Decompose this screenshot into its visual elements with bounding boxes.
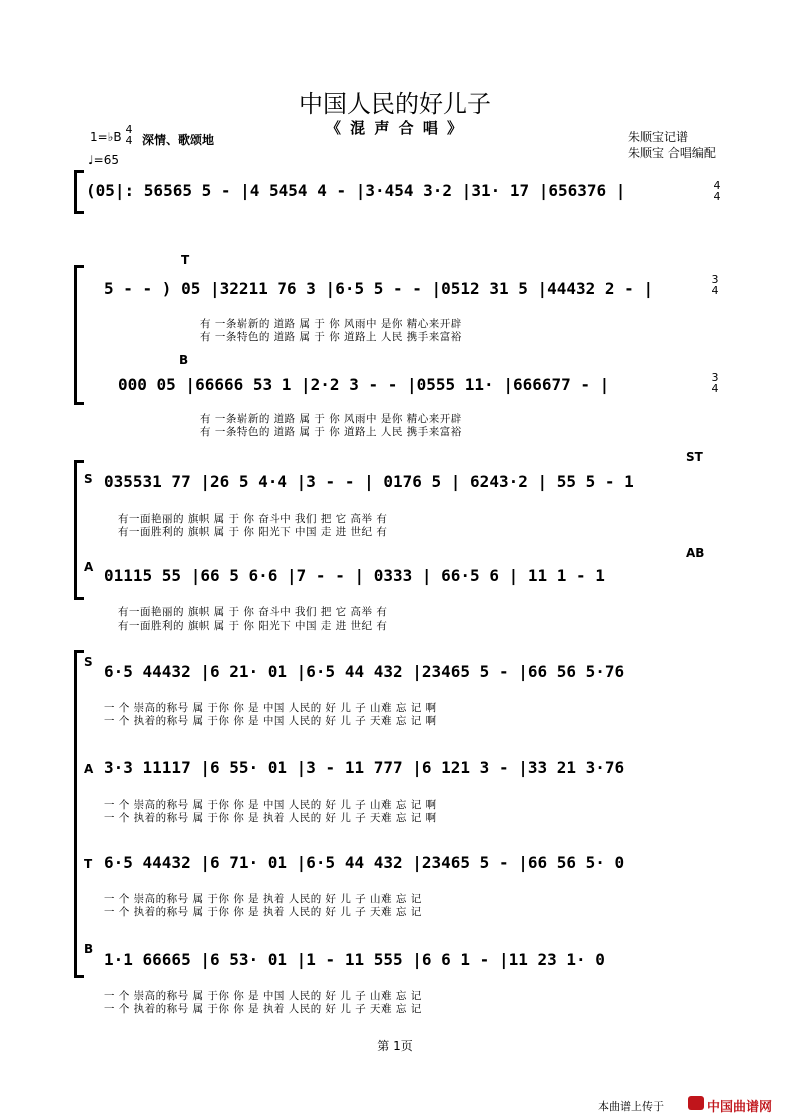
page-number: 第 1页 <box>377 1039 413 1053</box>
s4-tenor-lyrics-verse1: 一 个 崇高的称号 属 于你 你 是 执着 人民的 好 儿 子 山难 忘 记 <box>104 893 422 905</box>
alto-lyrics-verse2: 有一面胜利的 旗帜 属 于 你 阳光下 中国 走 进 世纪 有 <box>118 620 388 632</box>
credit-transcriber: 朱顺宝记谱 <box>628 130 689 144</box>
tenor-lyrics-verse1: 有 一条崭新的 道路 属 于 你 风雨中 是你 精心来开辟 <box>200 318 462 330</box>
soprano-lyrics-verse1: 有一面艳丽的 旗帜 属 于 你 奋斗中 我们 把 它 高举 有 <box>118 513 388 525</box>
tempo-mark: ♩=65 <box>88 153 119 167</box>
system2-brace <box>74 265 77 405</box>
s4-alto-notes: 3·3 11117 |6 55· 01 |3 - 11 777 |6 121 3 - |33 21 3·76 <box>104 758 625 777</box>
bass-lyrics-verse2: 有 一条特色的 道路 属 于 你 道路上 人民 携手来富裕 <box>200 426 462 438</box>
s4-alto-lyrics-verse2: 一 个 执着的称号 属 于你 你 是 执着 人民的 好 儿 子 天难 忘 记 啊 <box>104 812 437 824</box>
s4-tenor-notes: 6·5 44432 |6 71· 01 |6·5 44 432 |23465 5 - |66 56 5· 0 <box>104 853 625 872</box>
alto-label: A <box>84 560 94 574</box>
tenor-notes: 5 - - ) 05 |32211 76 3 |6·5 5 - - |0512 31 5 |44432 2 - | <box>104 279 654 298</box>
upload-notice: 本曲谱上传于 <box>598 1100 664 1113</box>
site-logo-icon <box>688 1096 704 1110</box>
soprano-notes: 035531 77 |26 5 4·4 |3 - - | 0176 5 | 6243·2 | 55 5 - 1 <box>104 472 634 491</box>
s4-tenor-label: T <box>84 857 93 871</box>
alto-notes: 01115 55 |66 5 6·6 |7 - - | 0333 | 66·5 6 | 11 1 - 1 <box>104 566 605 585</box>
system1-notes: (05|: 56565 5 - |4 5454 4 - |3·454 3·2 |31· 17 |656376 | <box>86 181 626 200</box>
header-time-signature: 4 4 <box>125 123 133 147</box>
tenor-lyrics-verse2: 有 一条特色的 道路 属 于 你 道路上 人民 携手来富裕 <box>200 331 462 343</box>
system4-brace <box>74 650 77 978</box>
s4-soprano-lyrics-verse2: 一 个 执着的称号 属 于你 你 是 中国 人民的 好 儿 子 天难 忘 记 啊 <box>104 715 437 727</box>
soprano-label: S <box>84 472 93 486</box>
system2-bass-tsig: 3 4 <box>711 371 719 395</box>
bass-label: B <box>179 353 189 367</box>
alto-lyrics-verse1: 有一面艳丽的 旗帜 属 于 你 奋斗中 我们 把 它 高举 有 <box>118 606 388 618</box>
soprano-tenor-mark: ST <box>686 450 703 464</box>
system1-brace <box>74 170 77 214</box>
alto-bass-mark: AB <box>686 546 705 560</box>
s4-bass-label: B <box>84 942 94 956</box>
s4-soprano-notes: 6·5 44432 |6 21· 01 |6·5 44 432 |23465 5 - |66 56 5·76 <box>104 662 625 681</box>
s4-soprano-label: S <box>84 655 93 669</box>
s4-soprano-lyrics-verse1: 一 个 崇高的称号 属 于你 你 是 中国 人民的 好 儿 子 山难 忘 记 啊 <box>104 702 437 714</box>
s4-bass-lyrics-verse1: 一 个 崇高的称号 属 于你 你 是 中国 人民的 好 儿 子 山难 忘 记 <box>104 990 422 1002</box>
bass-lyrics-verse1: 有 一条崭新的 道路 属 于 你 风雨中 是你 精心来开辟 <box>200 413 462 425</box>
soprano-lyrics-verse2: 有一面胜利的 旗帜 属 于 你 阳光下 中国 走 进 世纪 有 <box>118 526 388 538</box>
s4-tenor-lyrics-verse2: 一 个 执着的称号 属 于你 你 是 执着 人民的 好 儿 子 天难 忘 记 <box>104 906 422 918</box>
key-signature: 1=♭B <box>90 130 122 144</box>
s4-alto-lyrics-verse1: 一 个 崇高的称号 属 于你 你 是 中国 人民的 好 儿 子 山难 忘 记 啊 <box>104 799 437 811</box>
score-title: 中国人民的好儿子 <box>299 90 491 118</box>
system2-tenor-tsig: 3 4 <box>711 273 719 297</box>
system3-brace <box>74 460 77 600</box>
bass-notes: 000 05 |66666 53 1 |2·2 3 - - |0555 11· |666677 - | <box>118 375 610 394</box>
s4-bass-lyrics-verse2: 一 个 执着的称号 属 于你 你 是 执着 人民的 好 儿 子 天难 忘 记 <box>104 1003 422 1015</box>
credit-arranger: 朱顺宝 合唱编配 <box>628 146 716 160</box>
s4-bass-notes: 1·1 66665 |6 53· 01 |1 - 11 555 |6 6 1 - |11 23 1· 0 <box>104 950 605 969</box>
system1-end-time-signature: 4 4 <box>713 179 721 203</box>
s4-alto-label: A <box>84 762 94 776</box>
expression-mark: 深情、歌颂地 <box>142 133 215 147</box>
tenor-label: T <box>181 253 190 267</box>
site-brand[interactable]: 中国曲谱网 <box>707 1100 773 1115</box>
score-subtitle: 《 混 声 合 唱 》 <box>325 119 465 137</box>
